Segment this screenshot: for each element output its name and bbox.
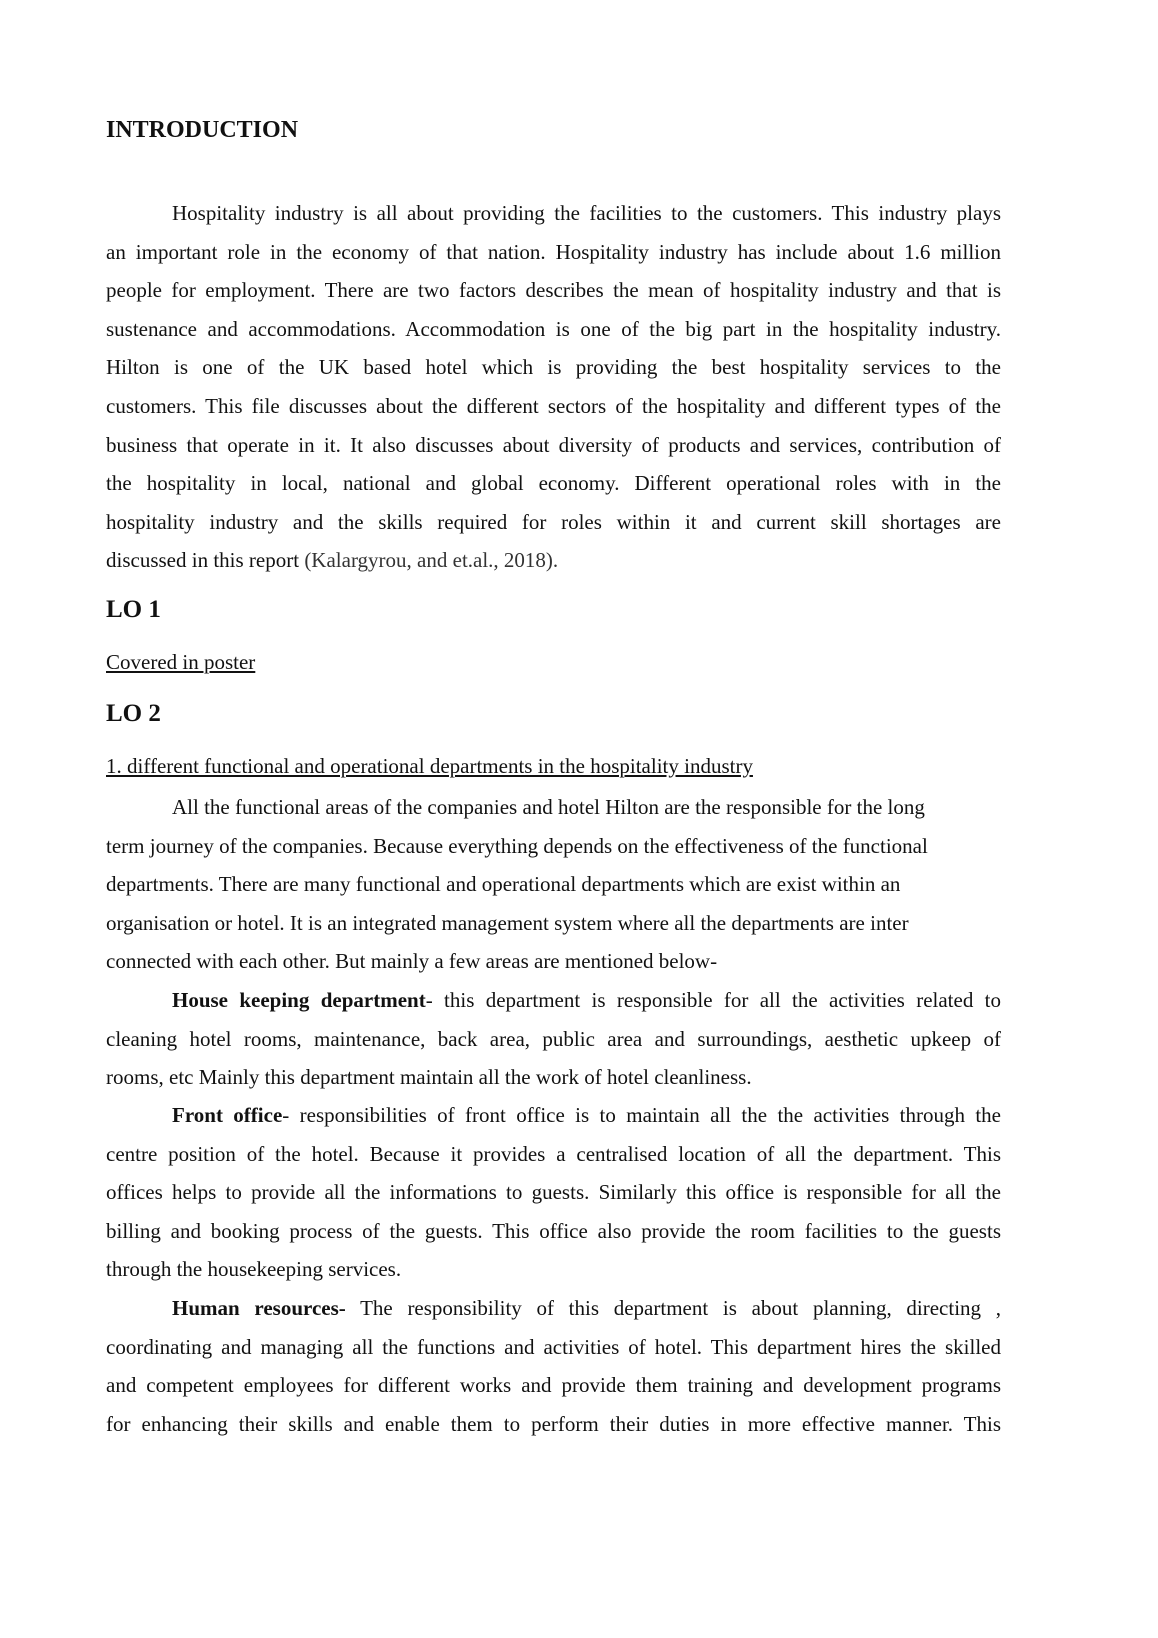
text-line xyxy=(106,788,1001,827)
line-text: business that operate in it. It also discusses about diversity of products and services, contribution of xyxy=(106,432,1001,457)
text-line xyxy=(106,981,1001,1020)
line-text: discussed in this report xyxy=(106,548,305,573)
text-line xyxy=(106,1020,1001,1059)
line-text: centre position of the hotel. Because it provides a centralised location of all the department. This xyxy=(106,1141,1001,1166)
departments-paragraph xyxy=(106,788,1001,981)
text-line xyxy=(106,1405,1001,1444)
text-line xyxy=(106,194,1001,233)
line-text: term journey of the companies. Because everything depends on the effectiveness of the functional xyxy=(106,833,928,858)
text-line xyxy=(106,1250,1001,1289)
text-line xyxy=(106,541,1001,580)
line-text: departments. There are many functional and operational departments which are exist within an xyxy=(106,872,901,897)
text-line xyxy=(106,1328,1001,1367)
text-line xyxy=(106,271,1001,310)
text-line xyxy=(106,1058,1001,1097)
line-text: - this department is responsible for all the activities related to xyxy=(425,988,1001,1012)
text-line xyxy=(106,1096,1001,1135)
line-text: people for employment. There are two factors describes the mean of hospitality industry and that is xyxy=(106,278,1001,303)
line-text: an important role in the economy of that nation. Hospitality industry has include about 1.6 million xyxy=(106,239,1001,264)
text-line xyxy=(106,1366,1001,1405)
line-text: customers. This file discusses about the different sectors of the hospitality and different types of the xyxy=(106,393,1001,418)
line-text: billing and booking process of the guests. This office also provide the room facilities to the guests xyxy=(106,1218,1001,1243)
line-text: offices helps to provide all the informations to guests. Similarly this office is responsible for all the xyxy=(106,1180,1001,1205)
line-text: All the functional areas of the companies and hotel Hilton are the responsible for the long xyxy=(172,795,925,819)
lo1-covered-text: Covered in poster xyxy=(106,650,256,674)
line-text: and competent employees for different works and provide them training and development programs xyxy=(106,1373,1001,1398)
line-text: Hospitality industry is all about providing the facilities to the customers. This industry plays xyxy=(172,201,1001,225)
text-line xyxy=(106,904,1001,943)
text-line xyxy=(106,1173,1001,1212)
line-text: the hospitality in local, national and global economy. Different operational roles with in the xyxy=(106,471,1001,496)
text-line xyxy=(106,942,1001,981)
text-line xyxy=(106,464,1001,503)
line-text: hospitality industry and the skills required for roles within it and current skill shortages are xyxy=(106,509,1001,534)
line-text: Hilton is one of the UK based hotel which is providing the best hospitality services to the xyxy=(106,355,1001,380)
line-text: cleaning hotel rooms, maintenance, back area, public area and surroundings, aesthetic upkeep of xyxy=(106,1026,1001,1051)
text-line xyxy=(106,1289,1001,1328)
line-text: - responsibilities of front office is to maintain all the the activities through the xyxy=(282,1103,1002,1127)
line-text: coordinating and managing all the functions and activities of hotel. This department hires the skilled xyxy=(106,1334,1001,1359)
bold-lead: Front office xyxy=(172,1103,283,1127)
text-line xyxy=(106,387,1001,426)
text-line xyxy=(106,348,1001,387)
text-line xyxy=(106,827,1001,866)
lo1-heading: LO 1 xyxy=(106,596,161,623)
bold-lead: Human resources- xyxy=(172,1296,346,1320)
bold-lead: House keeping department xyxy=(172,988,426,1012)
line-text: for enhancing their skills and enable them to perform their duties in more effective manner. This xyxy=(106,1411,1001,1436)
text-line xyxy=(106,310,1001,349)
lo2-heading: LO 2 xyxy=(106,700,161,727)
line-text: rooms, etc Mainly this department maintain all the work of hotel cleanliness. xyxy=(106,1065,752,1090)
line-text: through the housekeeping services. xyxy=(106,1257,402,1282)
introduction-heading: INTRODUCTION xyxy=(106,117,299,143)
line-text: The responsibility of this department is about planning, directing , xyxy=(345,1296,1001,1320)
citation: (Kalargyrou, and et.al., 2018). xyxy=(304,548,559,573)
front-office-paragraph xyxy=(106,1096,1001,1289)
line-text: sustenance and accommodations. Accommodation is one of the big part in the hospitality industry. xyxy=(106,316,1001,341)
human-resources-paragraph xyxy=(106,1289,1001,1443)
text-line xyxy=(106,503,1001,542)
text-line xyxy=(106,1135,1001,1174)
intro-paragraph xyxy=(106,194,1001,580)
lo2-subheading: 1. different functional and operational departments in the hospitality industry xyxy=(106,754,753,778)
text-line xyxy=(106,1212,1001,1251)
housekeeping-paragraph xyxy=(106,981,1001,1097)
line-text: connected with each other. But mainly a few areas are mentioned below- xyxy=(106,949,718,974)
line-text: organisation or hotel. It is an integrated management system where all the departments are inter xyxy=(106,910,909,935)
text-line xyxy=(106,233,1001,272)
text-line xyxy=(106,426,1001,465)
text-line xyxy=(106,865,1001,904)
